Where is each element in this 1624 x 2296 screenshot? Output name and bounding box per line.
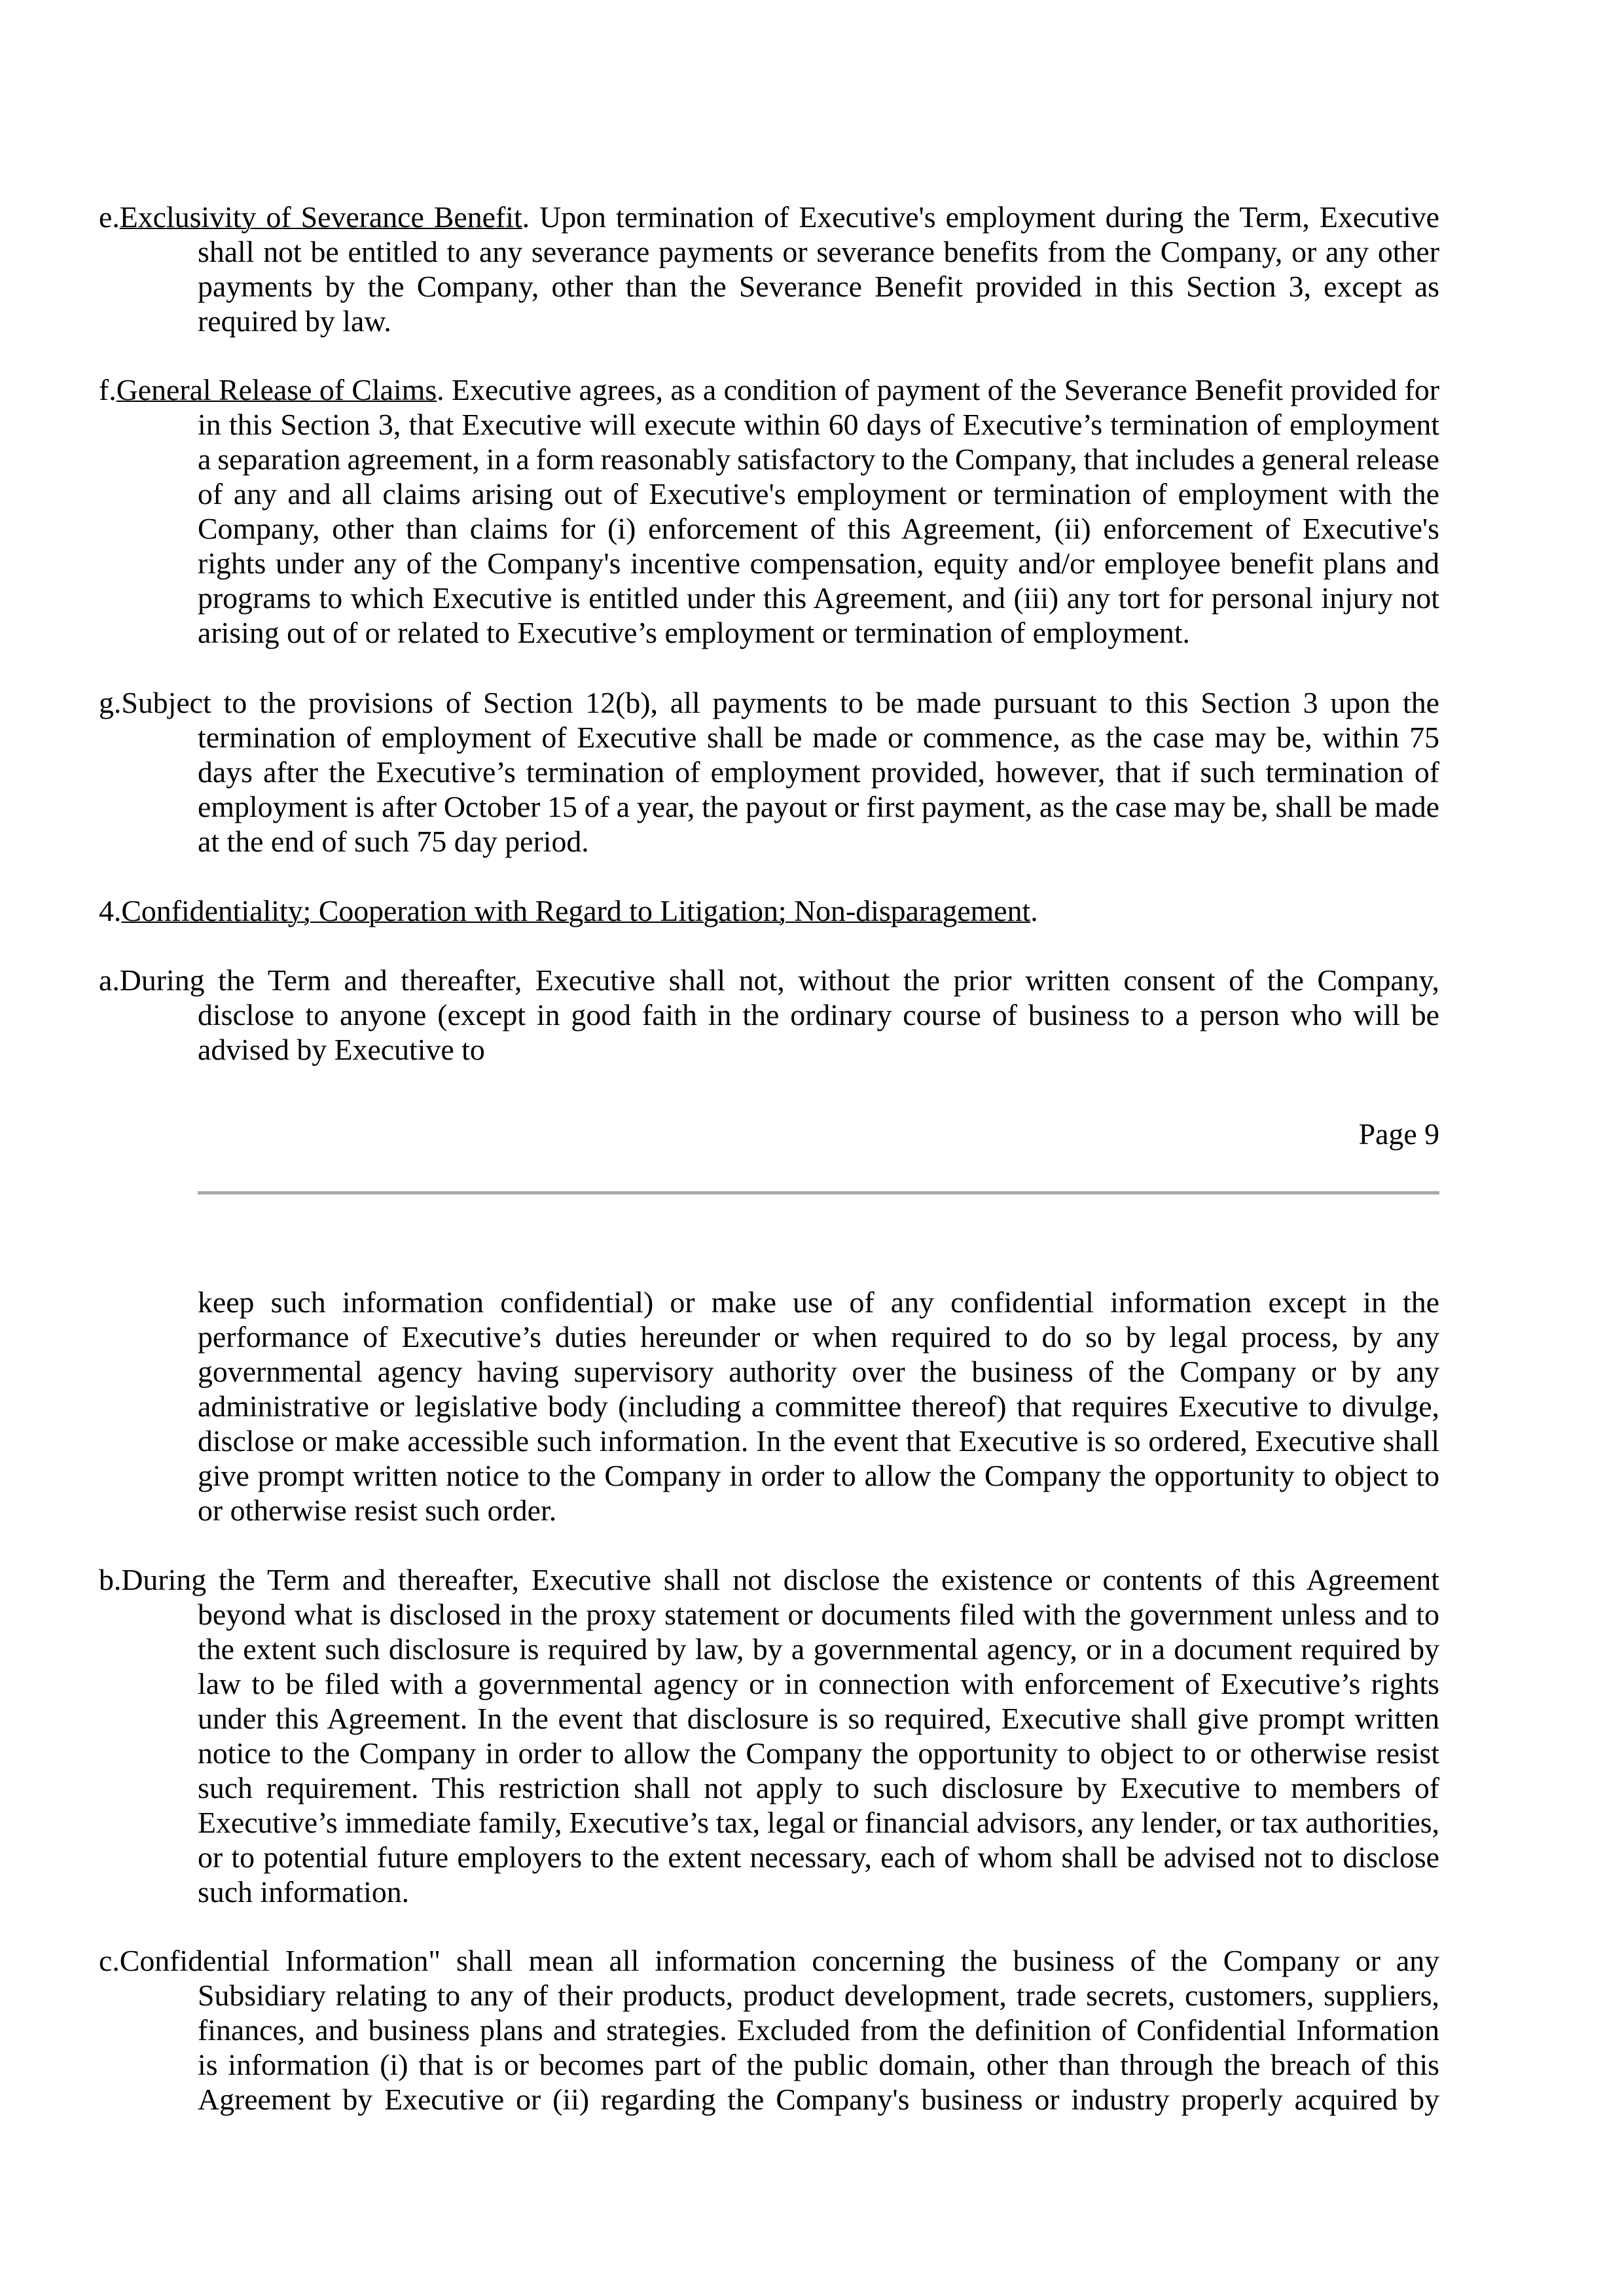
- clause-4b: [99, 1562, 1439, 1909]
- clause-line: such information.: [198, 1875, 410, 1909]
- clause-line: notice to the Company in order to allow the Company the opportunity to object to or otherwise resist: [198, 1736, 1439, 1770]
- clause-text: . Upon termination of Executive's employment during the Term, Executive: [522, 200, 1439, 234]
- clause-line: law to be filed with a governmental agency or in connection with enforcement of Executive’s rights: [198, 1667, 1439, 1700]
- clause-text: Confidential Information" shall mean all information concerning the business of the Company or any: [119, 1944, 1439, 1977]
- clause-line: programs to which Executive is entitled under this Agreement, and (iii) any tort for personal injury not: [198, 581, 1439, 615]
- page-break-divider: [198, 1191, 1439, 1194]
- clause-line: [99, 893, 1439, 928]
- clause-line: at the end of such 75 day period.: [198, 825, 589, 858]
- clause-line: arising out of or related to Executive’s employment or termination of employment.: [198, 616, 1190, 649]
- clause-line: shall not be entitled to any severance payments or severance benefits from the Company, or any other: [198, 235, 1439, 268]
- section-4-heading: [99, 893, 1439, 928]
- page-number: Page 9: [1358, 1117, 1439, 1151]
- clause-line: termination of employment of Executive shall be made or commence, as the case may be, within 75: [198, 721, 1439, 754]
- clause-line: performance of Executive’s duties hereunder or when required to do so by legal process, by any: [198, 1320, 1439, 1354]
- clause-line: [99, 1562, 1439, 1597]
- clause-line: finances, and business plans and strategies. Excluded from the definition of Confidential Information: [198, 2013, 1439, 2047]
- clause-line: administrative or legislative body (including a committee thereof) that requires Executive to divulge,: [198, 1390, 1439, 1423]
- clause-line: Executive’s immediate family, Executive’s tax, legal or financial advisors, any lender, or tax authorities,: [198, 1806, 1439, 1839]
- clause-line: advised by Executive to: [198, 1033, 485, 1066]
- clause-4a-continued: [99, 1285, 1439, 1528]
- clause-line: [99, 685, 1439, 720]
- clause-line: payments by the Company, other than the Severance Benefit provided in this Section 3, except as: [198, 270, 1439, 303]
- clause-text: . Executive agrees, as a condition of payment of the Severance Benefit provided for: [437, 373, 1439, 406]
- clause-text: During the Term and thereafter, Executive shall not disclose the existence or contents of this Agreement: [121, 1563, 1439, 1596]
- clause-3f: [99, 372, 1439, 650]
- clause-line: such requirement. This restriction shall not apply to such disclosure by Executive to members of: [198, 1771, 1439, 1804]
- clause-line: the extent such disclosure is required by law, by a governmental agency, or in a document required by: [198, 1632, 1439, 1666]
- clause-heading: Exclusivity of Severance Benefit: [119, 200, 522, 234]
- clause-text: During the Term and thereafter, Executive shall not, without the prior written consent of the Company,: [119, 963, 1439, 997]
- clause-label: c.: [99, 1944, 120, 1977]
- clause-line: [99, 1943, 1439, 1978]
- clause-line: Company, other than claims for (i) enforcement of this Agreement, (ii) enforcement of Executive's: [198, 512, 1439, 545]
- clause-line: required by law.: [198, 304, 391, 338]
- clause-text: Subject to the provisions of Section 12(b), all payments to be made pursuant to this Section 3 upon the: [121, 686, 1439, 719]
- clause-line: [99, 963, 1439, 997]
- clause-line: Agreement by Executive or (ii) regarding the Company's business or industry properly acquired by: [198, 2083, 1439, 2116]
- clause-line: rights under any of the Company's incentive compensation, equity and/or employee benefit plans and: [198, 547, 1439, 580]
- clause-line: days after the Executive’s termination of employment provided, however, that if such termination of: [198, 755, 1439, 789]
- clause-3g: [99, 685, 1439, 859]
- clause-line: of any and all claims arising out of Executive's employment or termination of employment with the: [198, 477, 1439, 511]
- clause-line: [99, 200, 1439, 234]
- clause-3e: [99, 200, 1439, 338]
- clause-line: under this Agreement. In the event that disclosure is so required, Executive shall give prompt written: [198, 1702, 1439, 1735]
- clause-label: g.: [99, 686, 122, 719]
- clause-line: disclose or make accessible such information. In the event that Executive is so ordered, Executive shall: [198, 1424, 1439, 1458]
- clause-label: f.: [99, 373, 117, 406]
- clause-line: beyond what is disclosed in the proxy statement or documents filed with the government unless and to: [198, 1598, 1439, 1631]
- clause-label: b.: [99, 1563, 122, 1596]
- clause-line: or otherwise resist such order.: [198, 1494, 557, 1527]
- clause-line: [99, 372, 1439, 407]
- clause-heading: General Release of Claims: [116, 373, 437, 406]
- clause-line: keep such information confidential) or make use of any confidential information except in the: [198, 1285, 1439, 1319]
- clause-line: in this Section 3, that Executive will execute within 60 days of Executive’s termination of employment: [198, 408, 1439, 441]
- clause-line: Subsidiary relating to any of their products, product development, trade secrets, customers, suppliers,: [198, 1979, 1439, 2012]
- clause-label: a.: [99, 963, 120, 997]
- clause-line: or to potential future employers to the extent necessary, each of whom shall be advised not to disclose: [198, 1840, 1439, 1874]
- clause-line: governmental agency having supervisory authority over the business of the Company or by any: [198, 1355, 1439, 1388]
- clause-label: 4.: [99, 894, 122, 927]
- clause-line: a separation agreement, in a form reasonably satisfactory to the Company, that includes a general release: [198, 442, 1439, 476]
- clause-text: .: [1030, 894, 1038, 927]
- clause-line: disclose to anyone (except in good faith in the ordinary course of business to a person who will be: [198, 998, 1439, 1031]
- clause-heading: Confidentiality; Cooperation with Regard to Litigation; Non-disparagement: [121, 894, 1031, 927]
- clause-4c: [99, 1943, 1439, 2117]
- clause-4a: [99, 963, 1439, 1067]
- clause-line: employment is after October 15 of a year, the payout or first payment, as the case may be, shall be made: [198, 790, 1439, 823]
- clause-line: is information (i) that is or becomes part of the public domain, other than through the breach of this: [198, 2048, 1439, 2081]
- clause-label: e.: [99, 200, 120, 234]
- clause-line: give prompt written notice to the Company in order to allow the Company the opportunity to object to: [198, 1459, 1439, 1492]
